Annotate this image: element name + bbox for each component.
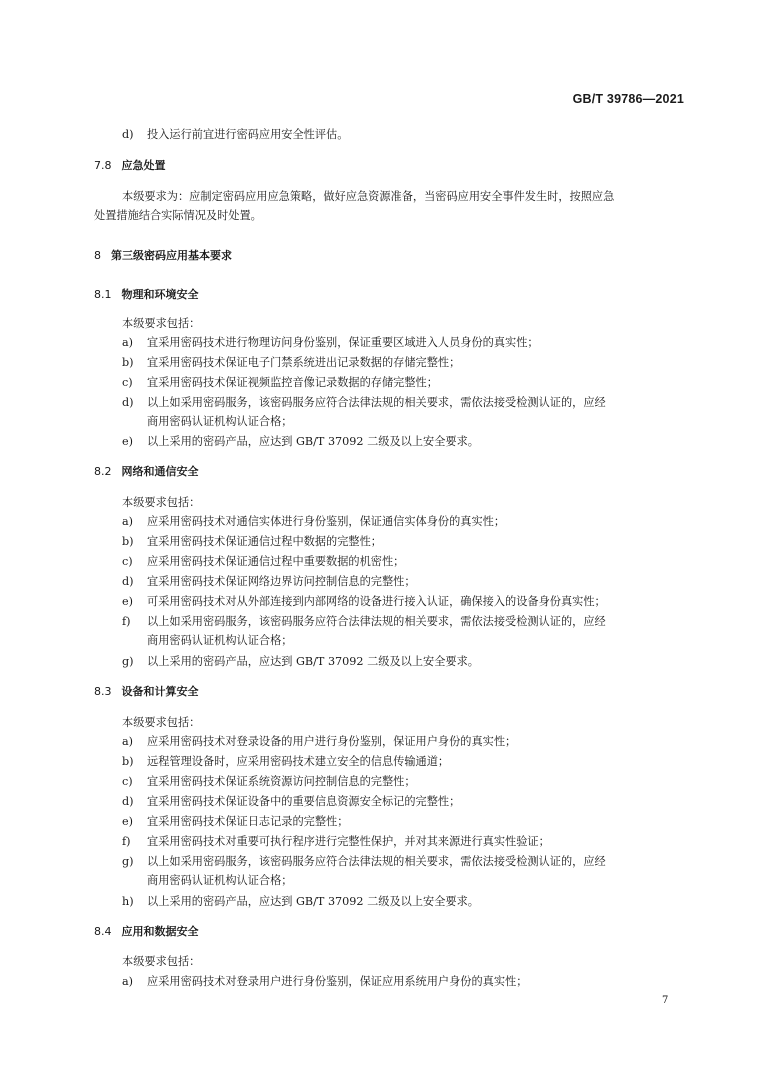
item-text: 宜采用密码技术保证电子门禁系统进出记录数据的存储完整性； <box>147 356 461 369</box>
section-heading-8-3 <box>94 685 199 699</box>
page-number: 7 <box>662 995 669 1006</box>
section-intro: 本级要求包括： <box>122 496 201 509</box>
item-mark: g) <box>122 655 134 668</box>
item-mark: c) <box>122 555 133 568</box>
section-number: 8 <box>94 249 101 262</box>
item-mark: e) <box>122 435 133 448</box>
item-text: 应采用密码技术保证通信过程中重要数据的机密性； <box>147 555 405 568</box>
item-text: 投入运行前宜进行密码应用安全性评估。 <box>147 128 349 141</box>
item-text: 以上采用的密码产品，应达到 GB/T 37092 二级及以上安全要求。 <box>147 435 479 448</box>
item-continuation: 商用密码认证机构认证合格； <box>147 415 293 428</box>
section-heading-8-4 <box>94 925 199 939</box>
item-continuation: 商用密码认证机构认证合格； <box>147 634 293 647</box>
section-title: 设备和计算安全 <box>121 685 199 698</box>
paragraph-line: 本级要求为：应制定密码应用应急策略，做好应急资源准备，当密码应用安全事件发生时，按照应急 <box>122 190 615 203</box>
item-mark: e) <box>122 815 133 828</box>
item-text: 以上如采用密码服务，该密码服务应符合法律法规的相关要求，需依法接受检测认证的，应经 <box>147 615 606 628</box>
section-title: 物理和环境安全 <box>121 288 199 301</box>
item-mark: c) <box>122 775 133 788</box>
item-mark: h) <box>122 895 134 908</box>
section-heading-7-8 <box>94 159 166 173</box>
item-mark: d) <box>122 396 134 409</box>
item-mark: f) <box>122 835 131 848</box>
section-heading-8 <box>94 249 232 263</box>
section-number: 8.3 <box>94 685 112 698</box>
section-heading-8-2 <box>94 465 199 479</box>
section-title: 第三级密码应用基本要求 <box>111 249 232 262</box>
item-text: 应采用密码技术对登录设备的用户进行身份鉴别，保证用户身份的真实性； <box>147 735 517 748</box>
item-mark: d) <box>122 128 134 141</box>
item-mark: g) <box>122 855 134 868</box>
section-intro: 本级要求包括： <box>122 716 201 729</box>
item-text: 以上采用的密码产品，应达到 GB/T 37092 二级及以上安全要求。 <box>147 895 479 908</box>
item-text: 宜采用密码技术保证系统资源访问控制信息的完整性； <box>147 775 416 788</box>
standard-number: GB/T 39786—2021 <box>572 92 684 106</box>
item-text: 宜采用密码技术对重要可执行程序进行完整性保护，并对其来源进行真实性验证； <box>147 835 550 848</box>
item-text: 宜采用密码技术保证网络边界访问控制信息的完整性； <box>147 575 416 588</box>
item-mark: d) <box>122 795 134 808</box>
item-text: 以上如采用密码服务，该密码服务应符合法律法规的相关要求，需依法接受检测认证的，应经 <box>147 396 606 409</box>
item-text: 宜采用密码技术进行物理访问身份鉴别，保证重要区域进入人员身份的真实性； <box>147 336 539 349</box>
section-heading-8-1 <box>94 288 199 302</box>
section-intro: 本级要求包括： <box>122 317 201 330</box>
section-title: 应急处置 <box>121 159 166 172</box>
item-mark: a) <box>122 336 134 349</box>
item-continuation: 商用密码认证机构认证合格； <box>147 874 293 887</box>
item-text: 宜采用密码技术保证通信过程中数据的完整性； <box>147 535 382 548</box>
item-mark: f) <box>122 615 131 628</box>
item-text: 宜采用密码技术保证视频监控音像记录数据的存储完整性； <box>147 376 438 389</box>
item-mark: d) <box>122 575 134 588</box>
item-mark: a) <box>122 515 134 528</box>
item-text: 宜采用密码技术保证日志记录的完整性； <box>147 815 349 828</box>
item-text: 以上采用的密码产品，应达到 GB/T 37092 二级及以上安全要求。 <box>147 655 479 668</box>
section-number: 8.1 <box>94 288 112 301</box>
item-text: 远程管理设备时，应采用密码技术建立安全的信息传输通道； <box>147 755 450 768</box>
item-text: 可采用密码技术对从外部连接到内部网络的设备进行接入认证，确保接入的设备身份真实性； <box>147 595 606 608</box>
item-mark: c) <box>122 376 133 389</box>
section-title: 网络和通信安全 <box>121 465 199 478</box>
item-mark: a) <box>122 735 134 748</box>
item-mark: a) <box>122 975 134 988</box>
section-number: 7.8 <box>94 159 112 172</box>
item-mark: b) <box>122 755 134 768</box>
item-mark: b) <box>122 535 134 548</box>
item-mark: b) <box>122 356 134 369</box>
item-text: 应采用密码技术对登录用户进行身份鉴别，保证应用系统用户身份的真实性； <box>147 975 528 988</box>
item-text: 以上如采用密码服务，该密码服务应符合法律法规的相关要求，需依法接受检测认证的，应经 <box>147 855 606 868</box>
section-number: 8.4 <box>94 925 112 938</box>
section-number: 8.2 <box>94 465 112 478</box>
paragraph-line: 处置措施结合实际情况及时处置。 <box>94 209 262 222</box>
item-text: 宜采用密码技术保证设备中的重要信息资源安全标记的完整性； <box>147 795 461 808</box>
item-mark: e) <box>122 595 133 608</box>
section-title: 应用和数据安全 <box>121 925 199 938</box>
section-intro: 本级要求包括： <box>122 955 201 968</box>
item-text: 应采用密码技术对通信实体进行身份鉴别，保证通信实体身份的真实性； <box>147 515 506 528</box>
